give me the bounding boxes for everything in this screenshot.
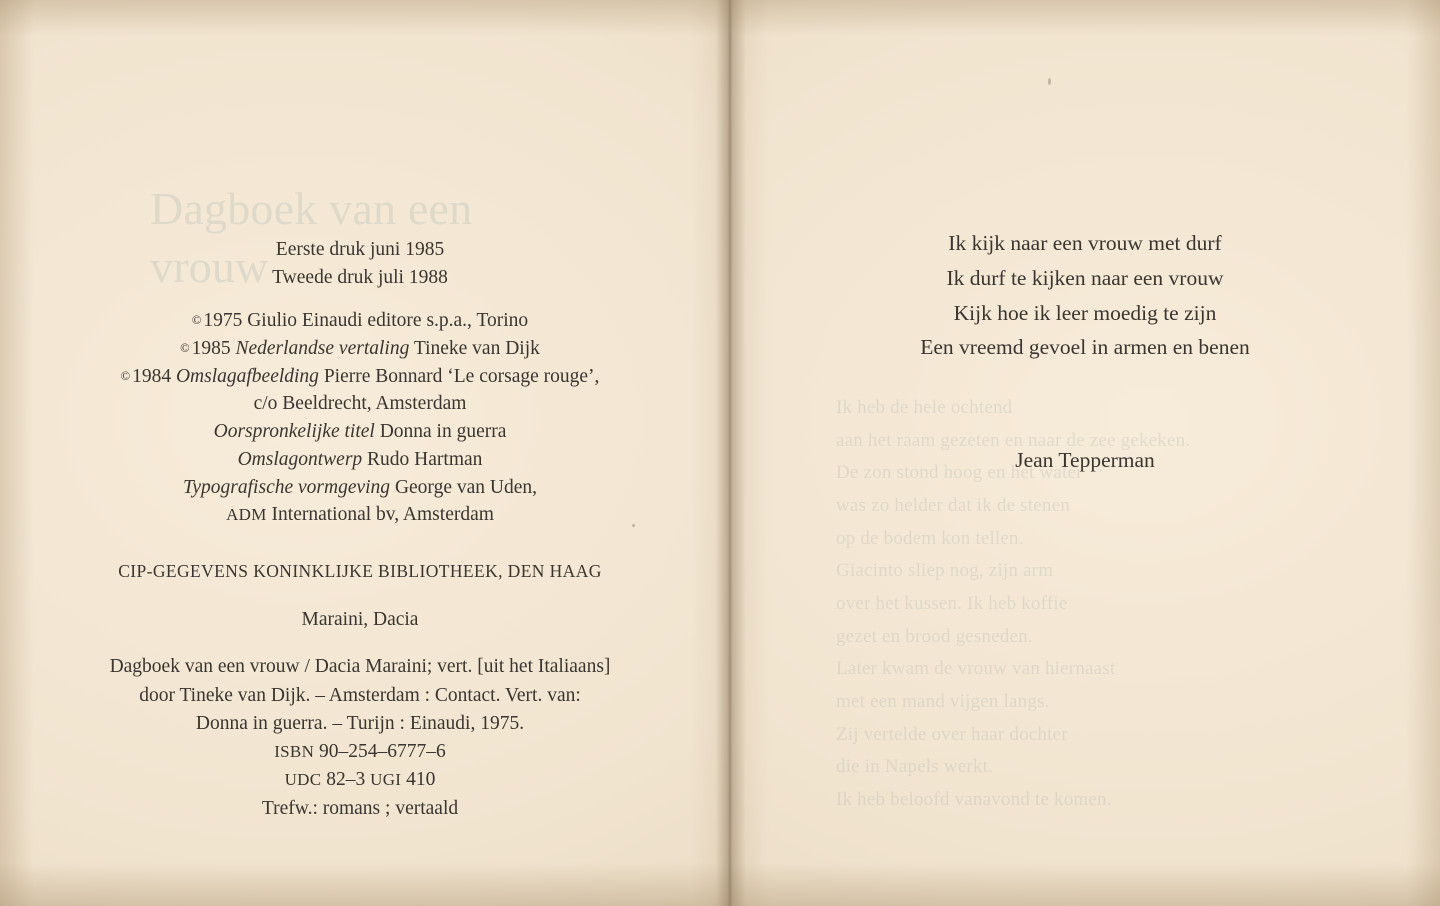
copyright-icon: © — [191, 313, 202, 328]
rights-line-typography: Typografische vormgeving George van Uden, — [183, 476, 537, 498]
rights-line-adm: ADM International bv, Amsterdam — [226, 504, 494, 526]
rights-block — [60, 307, 660, 529]
print-run-first: Eerste druk juni 1985 — [275, 239, 445, 260]
epigraph-block — [790, 226, 1380, 478]
rights-line-original-title: Oorspronkelijke titel Donna in guerra — [213, 421, 507, 443]
cip-author: Maraini, Dacia — [301, 608, 419, 630]
cip-body-line-3: Donna in guerra. – Turijn : Einaudi, 1975. — [195, 712, 525, 734]
epigraph-verse — [790, 226, 1380, 365]
paper-speck — [1048, 78, 1051, 85]
cip-body-line-1: Dagboek van een vrouw / Dacia Maraini; vert. [uit het Italiaans] — [109, 656, 611, 678]
colophon-block — [60, 236, 660, 823]
print-run-second: Tweede druk juli 1988 — [272, 266, 448, 288]
copyright-icon: © — [120, 368, 131, 383]
verse-line-3: Kijk hoe ik leer moedig te zijn — [953, 300, 1217, 325]
rights-line-copyright-italian: © 1975 Giulio Einaudi editore s.p.a., Torino — [191, 310, 529, 332]
rights-line-beeldrecht: c/o Beeldrecht, Amsterdam — [253, 393, 467, 415]
rights-line-translation: © 1985 Nederlandse vertaling Tineke van Dijk — [180, 338, 540, 360]
print-run-block — [60, 236, 660, 291]
cip-heading: CIP-GEGEVENS KONINKLIJKE BIBLIOTHEEK, DEN HAAG — [118, 560, 602, 581]
cip-body-line-2: door Tineke van Dijk. – Amsterdam : Contact. Vert. van: — [139, 684, 581, 706]
cip-body — [60, 653, 660, 823]
verse-line-1: Ik kijk naar een vrouw met durf — [948, 231, 1222, 255]
epigraph-attribution: Jean Tepperman — [1015, 448, 1155, 473]
book-gutter — [690, 0, 770, 906]
isbn-line: ISBN 90–254–6777–6 — [274, 741, 446, 763]
verse-line-4: Een vreemd gevoel in armen en benen — [920, 335, 1250, 360]
udc-line: UDC 82–3 UGI 410 — [284, 769, 436, 791]
copyright-icon: © — [180, 341, 190, 356]
paper-speck — [632, 524, 635, 527]
rights-line-cover-design: Omslagontwerp Rudo Hartman — [237, 448, 483, 470]
verse-line-2: Ik durf te kijken naar een vrouw — [946, 265, 1224, 290]
trefw-line: Trefw.: romans ; vertaald — [261, 797, 459, 819]
rights-line-cover-image: © 1984 Omslagafbeelding Pierre Bonnard ‘Le corsage rouge’, — [120, 365, 600, 387]
